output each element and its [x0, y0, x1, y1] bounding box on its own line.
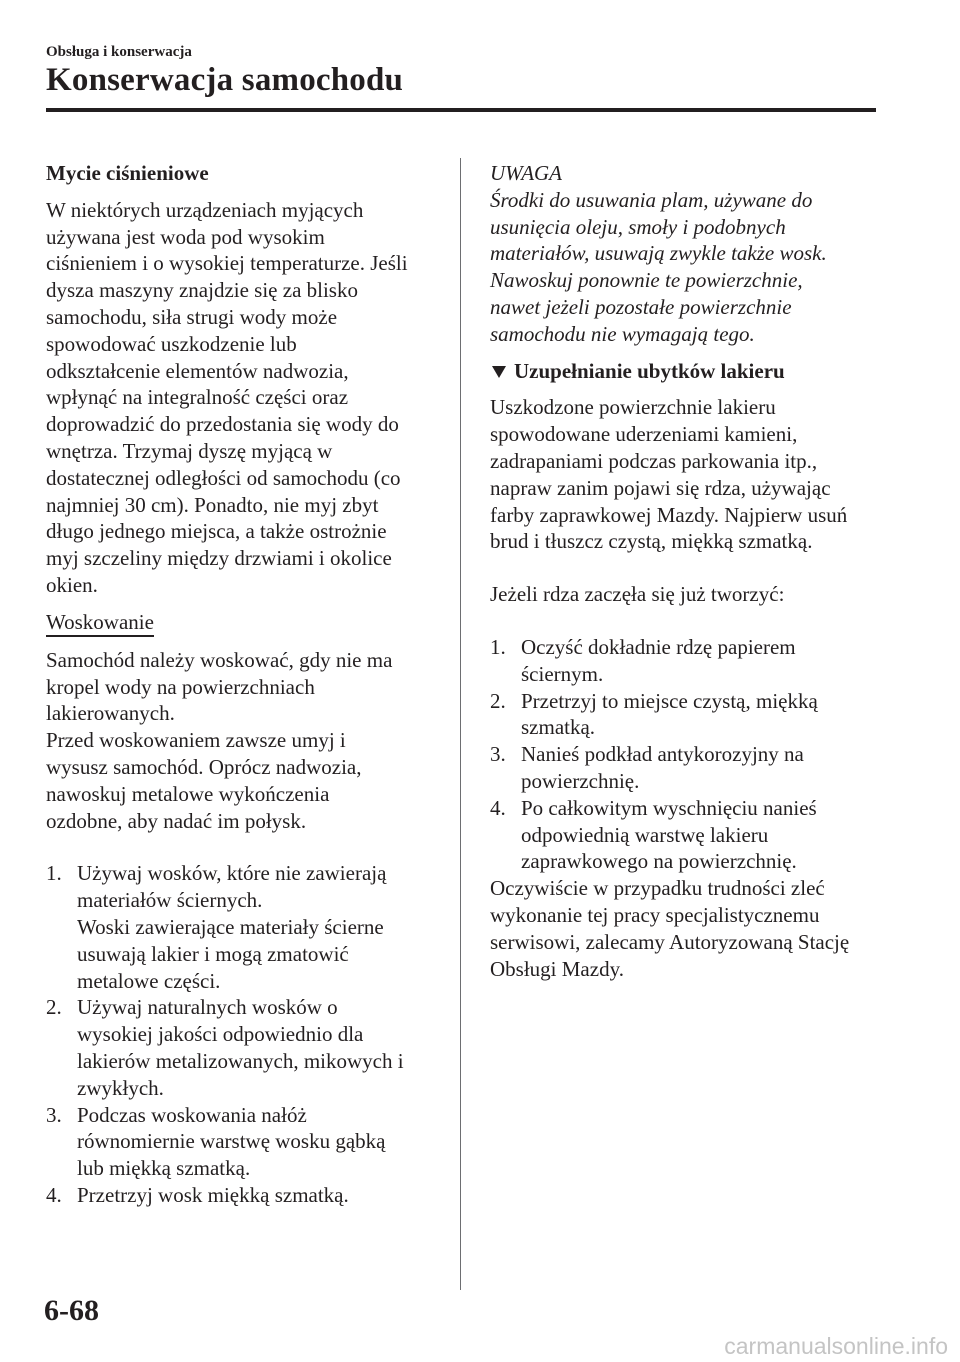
- list-item: [490, 795, 890, 875]
- pressure-wash-text: W niektórych urządzeniach myjących używana jest woda pod wysokim ciśnieniem i o wysokiej temperaturze. Jeśli dysza maszyny znajdzie się za blisko samochodu, siła strugi wody może spowodować uszkodzenie lub odkształcenie elementów nadwozia, wpłynąć na integralność części oraz doprowadzić do przedostania się wody do wnętrza. Trzymaj dyszę myjącą w dostatecznej odległości od samochodu (co najmniej 30 cm). Ponadto, nie myj zbyt długo jednego miejsca, a także ostrożnie myj szczeliny między drzwiami i okolice okien.: [46, 197, 408, 597]
- step-number: 4.: [46, 1182, 62, 1207]
- step-text: Przetrzyj to miejsce czystą, miękką szmatką.: [521, 688, 818, 740]
- waxing-text: Samochód należy woskować, gdy nie ma kropel wody na powierzchniach lakierowanych. Przed woskowaniem zawsze umyj i wysusz samochód. Oprócz nadwozia, nawoskuj metalowe wykończenia ozdobne, aby nadać im połysk.: [46, 647, 393, 833]
- spacer: [490, 348, 890, 358]
- rust-intro-text: Jeżeli rdza zaczęła się już tworzyć:: [490, 582, 785, 607]
- waxing-steps-list: [46, 860, 444, 1208]
- step-number: 2.: [490, 688, 506, 713]
- triangle-down-icon: [492, 366, 506, 378]
- list-item: [490, 741, 890, 795]
- touchup-text: Uszkodzone powierzchnie lakieru spowodowane uderzeniami kamieni, zadrapaniami podczas parkowania itp., napraw zanim pojawi się rdza, używając farby zaprawkowej Mazdy. Najpierw usuń brud i tłuszcz czystą, miękką szmatką.: [490, 395, 848, 554]
- waxing-heading: Woskowanie: [46, 610, 154, 637]
- step-number: 3.: [46, 1102, 62, 1127]
- step-number: 1.: [490, 634, 506, 659]
- spacer: [46, 187, 444, 197]
- step-number: 4.: [490, 795, 506, 820]
- step-number: 2.: [46, 995, 62, 1020]
- list-item: [46, 860, 444, 994]
- page-number: 6-68: [44, 1294, 99, 1327]
- pressure-wash-heading: Mycie ciśnieniowe: [46, 161, 209, 185]
- step-text: Podczas woskowania nałóż równomiernie warstwę wosku gąbką lub miękką szmatką.: [77, 1102, 386, 1181]
- watermark: carmanualsonline.info: [724, 1333, 948, 1359]
- list-item: [490, 688, 890, 742]
- list-item: [46, 1102, 444, 1182]
- list-item: [46, 994, 444, 1101]
- step-text: Używaj wosków, które nie zawierają materiałów ściernych. Woski zawierające materiały ścierne usuwają lakier i mogą zmatowić metalowe części.: [77, 861, 387, 993]
- spacer: [490, 608, 890, 634]
- step-number: 1.: [46, 861, 62, 886]
- right-column: [490, 160, 890, 982]
- touchup-heading-text: Uzupełnianie ubytków lakieru: [514, 358, 785, 383]
- page-title: Konserwacja samochodu: [46, 62, 404, 98]
- note-label: UWAGA: [490, 161, 563, 185]
- service-text: Oczywiście w przypadku trudności zleć wykonanie tej pracy specjalistycznemu serwisowi, zalecamy Autoryzowaną Stację Obsługi Mazdy.: [490, 876, 850, 981]
- spacer: [46, 599, 444, 609]
- list-item: [490, 634, 890, 688]
- step-text: Przetrzyj wosk miękką szmatką.: [77, 1182, 349, 1207]
- step-text: Po całkowitym wyschnięciu nanieś odpowiednią warstwę lakieru zaprawkowego na powierzchnię.: [521, 795, 817, 874]
- spacer: [46, 834, 444, 860]
- header-rule: [46, 108, 876, 112]
- step-text: Oczyść dokładnie rdzę papierem ściernym.: [521, 634, 796, 686]
- column-divider: [460, 158, 461, 1290]
- header-section-label: Obsługa i konserwacja: [46, 44, 192, 60]
- spacer: [46, 637, 444, 647]
- step-text: Używaj naturalnych wosków o wysokiej jakości odpowiednio dla lakierów metalizowanych, mikowych i zwykłych.: [77, 995, 404, 1100]
- step-text: Nanieś podkład antykorozyjny na powierzchnię.: [521, 742, 804, 793]
- touchup-steps-list: [490, 634, 890, 875]
- step-number: 3.: [490, 742, 506, 767]
- note-text: Środki do usuwania plam, używane do usunięcia oleju, smoły i podobnych materiałów, usuwają zwykle także wosk. Nawoskuj ponownie te powierzchnie, nawet jeżeli pozostałe powierzchnie samochodu nie wymagają tego.: [490, 187, 827, 346]
- list-item: [46, 1182, 444, 1209]
- touchup-heading: [490, 358, 890, 385]
- left-column: [46, 160, 444, 1209]
- spacer: [490, 384, 890, 394]
- spacer: [490, 555, 890, 581]
